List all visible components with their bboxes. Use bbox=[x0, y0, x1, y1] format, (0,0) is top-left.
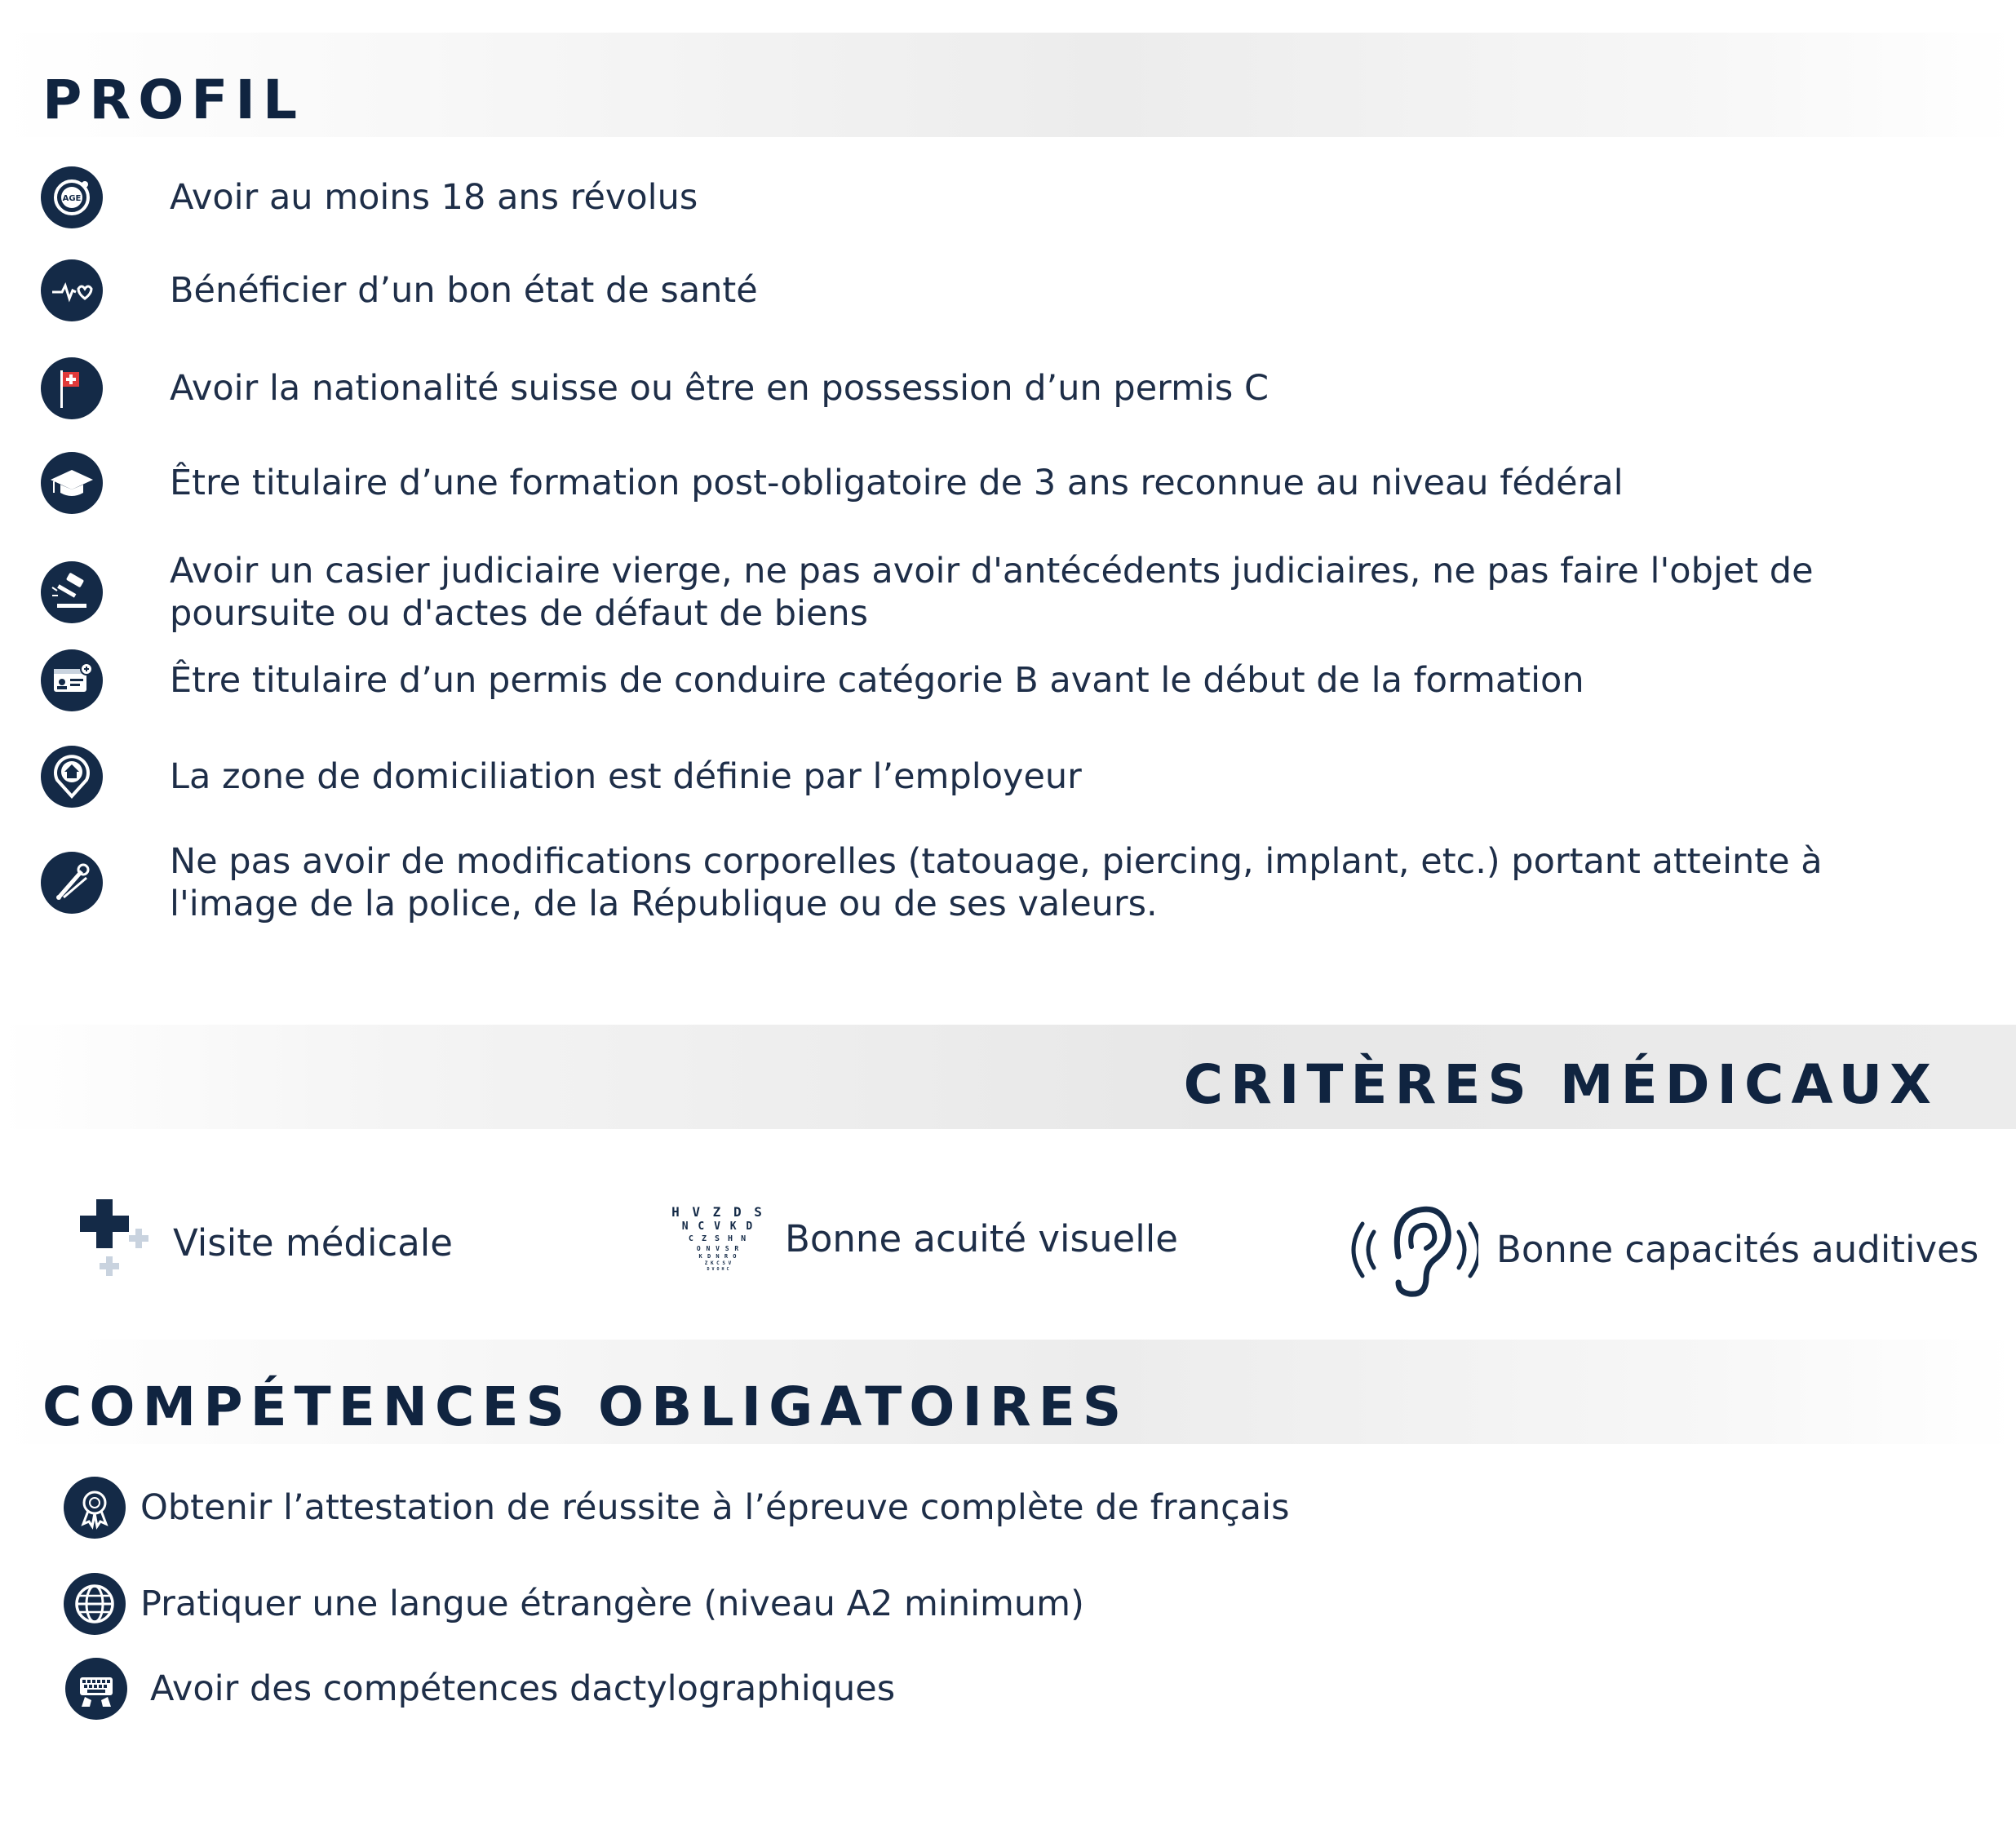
list-item-text: Ne pas avoir de modifications corporelles (tatouage, piercing, implant, etc.) portant atteinte à l'image de la police, de la République ou de ses valeurs. bbox=[170, 841, 1823, 924]
list-item bbox=[41, 550, 1901, 635]
list-item bbox=[41, 259, 758, 321]
list-item-text: Être titulaire d’une formation post-obligatoire de 3 ans reconnue au niveau fédéral bbox=[170, 463, 1624, 503]
list-item-text: Être titulaire d’un permis de conduire catégorie B avant le début de la formation bbox=[170, 660, 1584, 701]
driver-license-icon bbox=[41, 649, 103, 711]
list-item-text: Avoir un casier judiciaire vierge, ne pas avoir d'antécédents judiciaires, ne pas faire l'objet de poursuite ou d'actes de défaut de biens bbox=[170, 551, 1814, 634]
list-item-text: Avoir au moins 18 ans révolus bbox=[170, 177, 698, 218]
gavel-icon bbox=[41, 561, 103, 623]
graduation-cap-icon bbox=[41, 452, 103, 514]
eye-chart-row: K D N R O bbox=[698, 1253, 738, 1260]
list-item bbox=[41, 649, 1584, 711]
eye-chart-row: D V O H C bbox=[707, 1267, 729, 1272]
eye-chart-row: C Z S H N bbox=[688, 1234, 748, 1243]
medical-item-label: Bonne capacités auditives bbox=[1496, 1227, 1979, 1271]
swiss-flag-icon bbox=[41, 357, 103, 419]
list-item-text: Pratiquer une langue étrangère (niveau A2 minimum) bbox=[140, 1584, 1084, 1624]
list-item bbox=[41, 166, 698, 228]
list-item bbox=[41, 452, 1624, 514]
tattoo-machine-icon bbox=[41, 852, 103, 914]
medical-cross-icon bbox=[80, 1198, 162, 1287]
ear-icon bbox=[1351, 1199, 1478, 1299]
medical-item-label: Bonne acuité visuelle bbox=[785, 1216, 1178, 1260]
home-location-icon bbox=[41, 746, 103, 808]
eye-chart-row: O N V S R bbox=[696, 1245, 740, 1252]
list-item bbox=[41, 357, 1269, 419]
keyboard-icon bbox=[65, 1658, 127, 1720]
medical-item bbox=[80, 1198, 453, 1287]
list-item bbox=[41, 746, 1082, 808]
list-item-text: Bénéficier d’un bon état de santé bbox=[170, 270, 758, 311]
profil-title: PROFIL bbox=[42, 69, 304, 131]
eye-chart-row: Z K C S V bbox=[704, 1260, 732, 1266]
list-item-text: Obtenir l’attestation de réussite à l’épreuve complète de français bbox=[140, 1487, 1290, 1528]
list-item bbox=[41, 840, 1901, 925]
eye-chart-row: H V Z D S bbox=[671, 1204, 764, 1220]
list-item-text: La zone de domiciliation est définie par l’employeur bbox=[170, 756, 1082, 797]
medical-item bbox=[1351, 1199, 1978, 1299]
list-item bbox=[64, 1477, 1289, 1539]
medical-title: CRITÈRES MÉDICAUX bbox=[1183, 1053, 1938, 1116]
eye-chart-row: N C V K D bbox=[681, 1220, 755, 1233]
svg-text:AGE: AGE bbox=[62, 194, 82, 203]
list-item bbox=[64, 1573, 1084, 1635]
medical-item bbox=[669, 1204, 1178, 1273]
award-ribbon-icon bbox=[64, 1477, 126, 1539]
medical-item-label: Visite médicale bbox=[173, 1220, 453, 1265]
heart-pulse-icon bbox=[41, 259, 103, 321]
competences-title: COMPÉTENCES OBLIGATOIRES bbox=[42, 1375, 1129, 1438]
eye-chart-icon bbox=[669, 1204, 767, 1273]
age-icon bbox=[41, 166, 103, 228]
globe-icon bbox=[64, 1573, 126, 1635]
list-item-text: Avoir des compétences dactylographiques bbox=[150, 1668, 896, 1709]
list-item-text: Avoir la nationalité suisse ou être en possession d’un permis C bbox=[170, 368, 1269, 409]
list-item bbox=[65, 1658, 895, 1720]
